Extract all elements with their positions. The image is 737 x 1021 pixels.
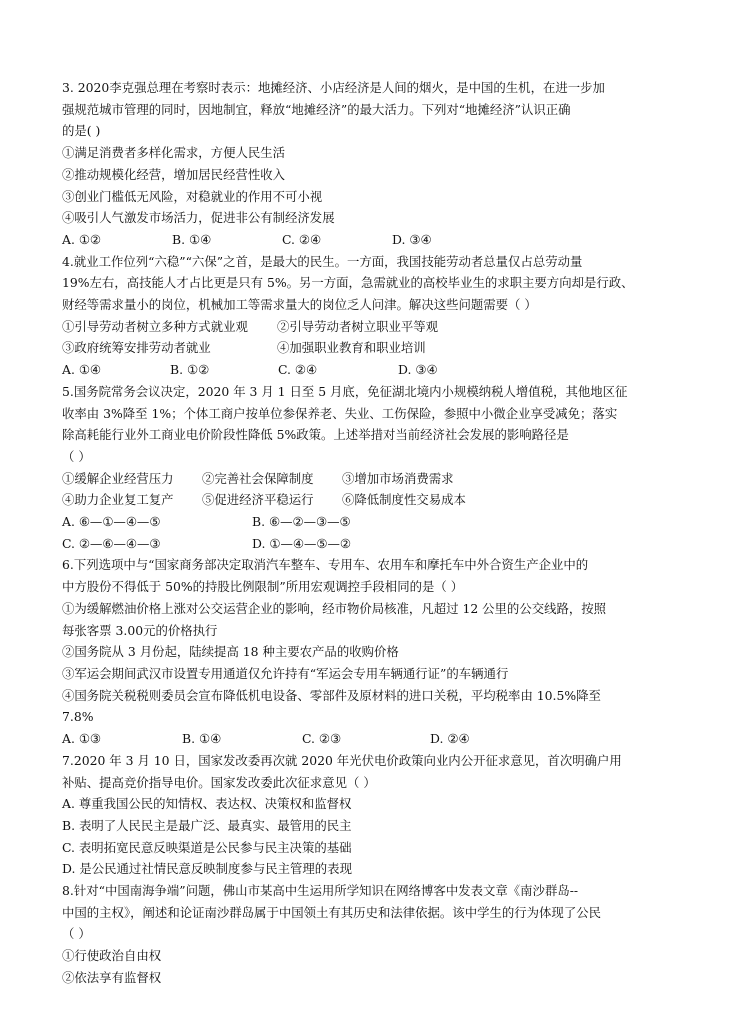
option-b: B. ⑥—②—③—⑤ bbox=[252, 514, 351, 530]
question-5-stem-line: （ ） bbox=[62, 448, 91, 464]
question-6-item: ④国务院关税税则委员会宣布降低机电设备、零部件及原材料的进口关税，平均税率由 10.5%降至 bbox=[62, 687, 601, 703]
option-c: C. ②③ bbox=[302, 731, 342, 747]
question-4-stem-line: 4.就业工作位列“六稳”“六保”之首，是最大的民生。一方面，我国技能劳动者总量仅占总劳动量 bbox=[62, 253, 583, 269]
question-6-item: 每张客票 3.00元的价格执行 bbox=[62, 622, 218, 638]
question-5-item: ②完善社会保障制度 bbox=[202, 470, 314, 486]
option-d: D. 是公民通过社情民意反映制度参与民主管理的表现 bbox=[62, 861, 352, 877]
question-3-item: ④吸引人气激发市场活力，促进非公有制经济发展 bbox=[62, 210, 335, 226]
option-a: A. 尊重我国公民的知情权、表达权、决策权和监督权 bbox=[62, 796, 352, 812]
question-4-item: ①引导劳动者树立多种方式就业观 bbox=[62, 318, 248, 334]
option-c: C. 表明拓宽民意反映渠道是公民参与民主决策的基础 bbox=[62, 839, 352, 855]
option-b: B. ①④ bbox=[182, 731, 222, 747]
option-d: D. ②④ bbox=[430, 731, 470, 747]
question-5 bbox=[62, 381, 681, 555]
question-8-stem-line: 中国的主权》，阐述和论证南沙群岛属于中国领土有其历史和法律依据。该中学生的行为体现了公民 bbox=[62, 904, 601, 920]
option-a: A. ①③ bbox=[62, 731, 102, 747]
option-d: D. ①—④—⑤—② bbox=[252, 535, 351, 551]
question-4-options bbox=[62, 359, 681, 381]
question-8-item: ①行使政治自由权 bbox=[62, 948, 162, 964]
question-3-stem-line: 的是( ) bbox=[62, 123, 101, 139]
question-4-stem-line: 财经等需求量小的岗位，机械加工等需求量大的岗位乏人问津。解决这些问题需要（ ） bbox=[62, 297, 537, 313]
question-5-items-row bbox=[62, 468, 681, 490]
question-8-stem-line: 8.针对“中国南海争端”问题，佛山市某高中生运用所学知识在网络博客中发表文章《南沙群岛-- bbox=[62, 883, 579, 899]
question-4 bbox=[62, 251, 681, 381]
question-5-item: ④助力企业复工复产 bbox=[62, 492, 174, 508]
question-5-items-row bbox=[62, 489, 681, 511]
question-6-item: 7.8% bbox=[62, 709, 94, 725]
question-5-stem-line: 除高耗能行业外工商业电价阶段性降低 5%政策。上述举措对当前经济社会发展的影响路径是 bbox=[62, 427, 569, 443]
question-3-stem-line: 3. 2020李克强总理在考察时表示：地摊经济、小店经济是人间的烟火，是中国的生机，在进一步加 bbox=[62, 80, 605, 95]
question-5-options-row bbox=[62, 511, 681, 533]
question-7 bbox=[62, 750, 681, 880]
question-8-stem-line: （ ） bbox=[62, 926, 91, 942]
question-6-item: ②国务院从 3 月份起，陆续提高 18 种主要农产品的收购价格 bbox=[62, 644, 399, 660]
question-6 bbox=[62, 554, 681, 749]
question-4-item: ④加强职业教育和职业培训 bbox=[277, 340, 426, 356]
question-4-items-row bbox=[62, 337, 681, 359]
question-5-item: ⑥降低制度性交易成本 bbox=[342, 492, 466, 508]
question-5-item: ③增加市场消费需求 bbox=[342, 470, 454, 486]
question-4-item: ②引导劳动者树立职业平等观 bbox=[277, 318, 439, 334]
option-c: C. ②④ bbox=[278, 362, 318, 378]
option-b: B. 表明了人民民主是最广泛、最真实、最管用的民主 bbox=[62, 817, 352, 833]
option-c: C. ②④ bbox=[282, 231, 322, 247]
question-3-options bbox=[62, 229, 681, 251]
question-7-stem-line: 7.2020 年 3 月 10 日，国家发改委再次就 2020 年光伏电价政策向业内公开征求意见，首次明确户用 bbox=[62, 752, 622, 768]
question-3-item: ①满足消费者多样化需求，方便人民生活 bbox=[62, 145, 286, 161]
option-a: A. ⑥—①—④—⑤ bbox=[62, 514, 161, 530]
option-b: B. ①② bbox=[170, 362, 210, 378]
option-d: D. ③④ bbox=[398, 362, 438, 378]
option-d: D. ③④ bbox=[392, 231, 432, 247]
question-5-item: ①缓解企业经营压力 bbox=[62, 470, 174, 486]
question-6-item: ③军运会期间武汉市设置专用通道仅允许持有“军运会专用车辆通行证”的车辆通行 bbox=[62, 665, 509, 681]
question-5-stem-line: 收率由 3%降至 1%；个体工商户按单位参保养老、失业、工伤保险，参照中小微企业享受减免；落实 bbox=[62, 405, 618, 421]
question-4-stem-line: 19%左右，高技能人才占比更是只有 5%。另一方面，急需就业的高校毕业生的求职主要方向却是行政、 bbox=[62, 275, 634, 291]
question-7-stem-line: 补贴、提高竞价指导电价。国家发改委此次征求意见（ ） bbox=[62, 774, 376, 790]
question-6-stem-line: 中方股份不得低于 50%的持股比例限制”所用宏观调控手段相同的是（ ） bbox=[62, 579, 464, 595]
question-6-item: ①为缓解燃油价格上涨对公交运营企业的影响，经市物价局核准，凡超过 12 公里的公交线路，按照 bbox=[62, 600, 607, 616]
question-3-item: ②推动规模化经营，增加居民经营性收入 bbox=[62, 166, 286, 182]
question-3-stem-line: 强规范城市管理的同时，因地制宜，释放“地摊经济”的最大活力。下列对“地摊经济”认识正确 bbox=[62, 101, 571, 117]
question-3-item: ③创业门槛低无风险，对稳就业的作用不可小视 bbox=[62, 188, 323, 204]
option-a: A. ①④ bbox=[62, 362, 102, 378]
question-4-item: ③政府统筹安排劳动者就业 bbox=[62, 340, 211, 356]
option-c: C. ②—⑥—④—③ bbox=[62, 535, 161, 551]
question-5-stem-line: 5.国务院常务会议决定，2020 年 3 月 1 日至 5 月底，免征湖北境内小规模纳税人增值税，其他地区征 bbox=[62, 383, 628, 399]
question-6-stem-line: 6.下列选项中与“国家商务部决定取消汽车整车、专用车、农用车和摩托车中外合资生产企业中的 bbox=[62, 557, 589, 573]
question-5-options-row bbox=[62, 533, 681, 555]
option-a: A. ①② bbox=[62, 231, 102, 247]
question-8 bbox=[62, 880, 681, 989]
question-4-items-row bbox=[62, 316, 681, 338]
question-6-options bbox=[62, 728, 681, 750]
question-3 bbox=[62, 77, 681, 251]
question-8-item: ②依法享有监督权 bbox=[62, 969, 162, 985]
option-b: B. ①④ bbox=[172, 231, 212, 247]
question-5-item: ⑤促进经济平稳运行 bbox=[202, 492, 314, 508]
